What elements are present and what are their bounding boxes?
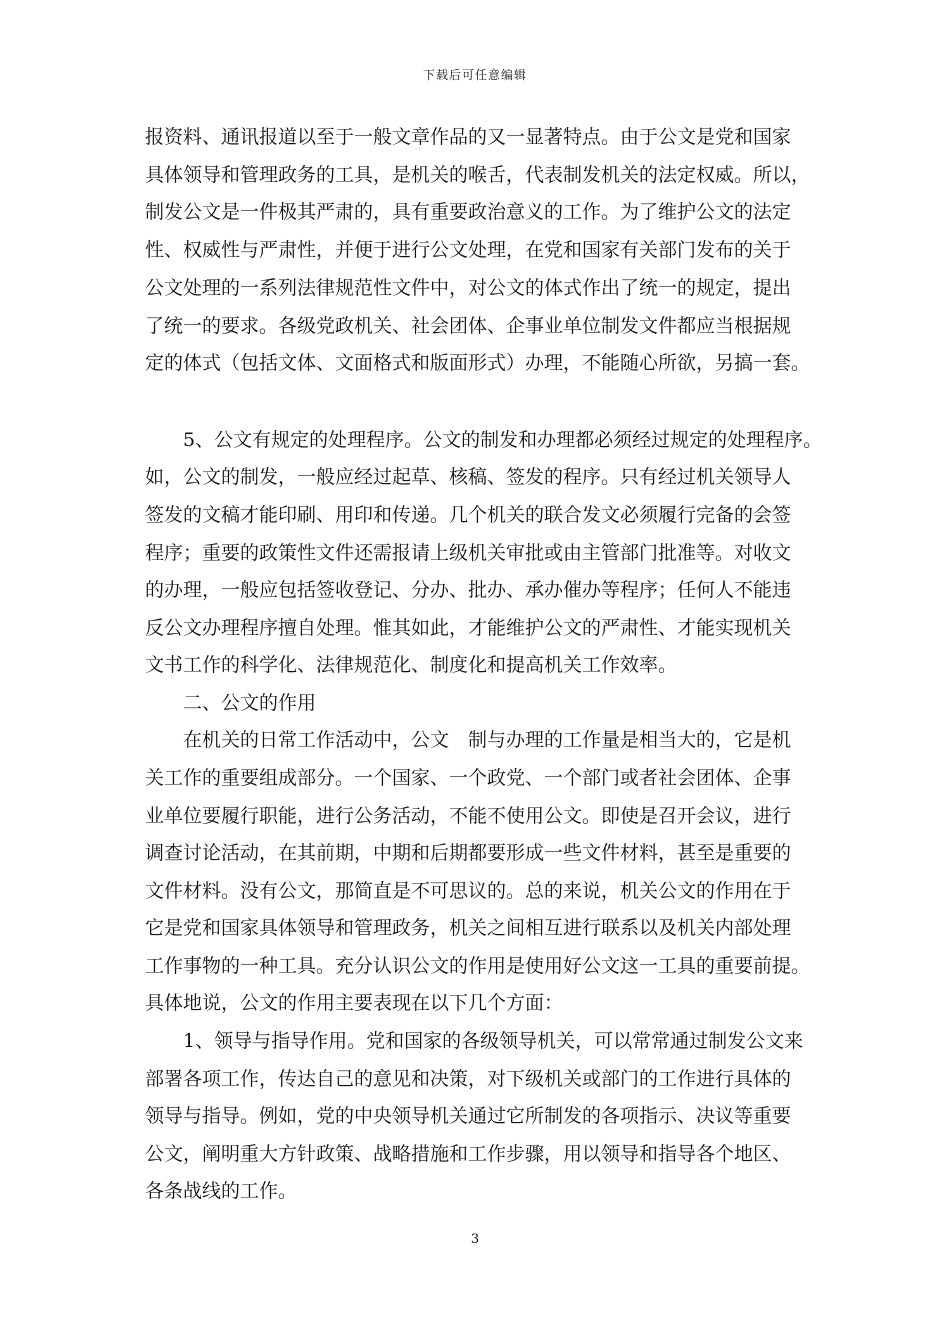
text-line: 工作事物的一种工具。充分认识公文的作用是使用好公文这一工具的重要前提。	[145, 955, 811, 977]
text-line: 签发的文稿才能印刷、用印和传递。几个机关的联合发文必须履行完备的会签	[145, 504, 792, 526]
text-line: 关工作的重要组成部分。一个国家、一个政党、一个部门或者社会团体、企事	[145, 767, 792, 789]
text-line: 公文，阐明重大方针政策、战略措施和工作步骤，用以领导和指导各个地区、	[145, 1143, 792, 1165]
text-line: 调查讨论活动，在其前期，中期和后期都要形成一些文件材料，甚至是重要的	[145, 842, 792, 864]
text-line: 性、权威性与严肃性，并便于进行公文处理，在党和国家有关部门发布的关于	[145, 239, 792, 261]
text-line: 文件材料。没有公文，那简直是不可思议的。总的来说，机关公文的作用在于	[145, 880, 792, 902]
page-header: 下载后可任意编辑	[422, 68, 527, 82]
text-line: 的办理，一般应包括签收登记、分办、批办、承办催办等程序；任何人不能违	[145, 579, 792, 601]
text-line: 在机关的日常工作活动中，公文 制与办理的工作量是相当大的，它是机	[183, 729, 792, 751]
text-line: 文书工作的科学化、法律规范化、制度化和提高机关工作效率。	[145, 654, 678, 676]
page-number: 3	[470, 1232, 480, 1247]
text-line: 了统一的要求。各级党政机关、社会团体、企事业单位制发文件都应当根据规	[145, 315, 792, 337]
text-line: 各条战线的工作。	[145, 1180, 298, 1202]
text-line: 领导与指导。例如，党的中央领导机关通过它所制发的各项指示、决议等重要	[145, 1105, 792, 1127]
text-line: 部署各项工作，传达自己的意见和决策，对下级机关或部门的工作进行具体的	[145, 1068, 792, 1090]
text-line: 具体领导和管理政务的工具，是机关的喉舌，代表制发机关的法定权威。所以，	[145, 164, 811, 186]
text-line: 定的体式（包括文体、文面格式和版面形式）办理，不能随心所欲，另搞一套。	[145, 352, 811, 374]
text-line: 它是党和国家具体领导和管理政务，机关之间相互进行联系以及机关内部处理	[145, 917, 792, 939]
text-line: 报资料、通讯报道以至于一般文章作品的又一显著特点。由于公文是党和国家	[145, 126, 792, 148]
text-line: 业单位要履行职能，进行公务活动，不能不使用公文。即使是召开会议，进行	[145, 805, 792, 827]
text-line: 1、领导与指导作用。党和国家的各级领导机关，可以常常通过制发公文来	[183, 1030, 804, 1052]
text-line: 具体地说，公文的作用主要表现在以下几个方面：	[145, 992, 564, 1014]
text-line: 反公文办理程序擅自处理。惟其如此，才能维护公文的严肃性、才能实现机关	[145, 617, 792, 639]
text-line: 公文处理的一系列法律规范性文件中，对公文的体式作出了统一的规定，提出	[145, 277, 792, 299]
text-line: 程序；重要的政策性文件还需报请上级机关审批或由主管部门批准等。对收文	[145, 542, 792, 564]
text-line: 如，公文的制发，一般应经过起草、核稿、签发的程序。只有经过机关领导人	[145, 466, 792, 488]
text-line: 制发公文是一件极其严肃的，具有重要政治意义的工作。为了维护公文的法定	[145, 201, 792, 223]
text-line: 5、公文有规定的处理程序。公文的制发和办理都必须经过规定的处理程序。	[183, 429, 823, 451]
section-heading: 二、公文的作用	[183, 692, 317, 714]
